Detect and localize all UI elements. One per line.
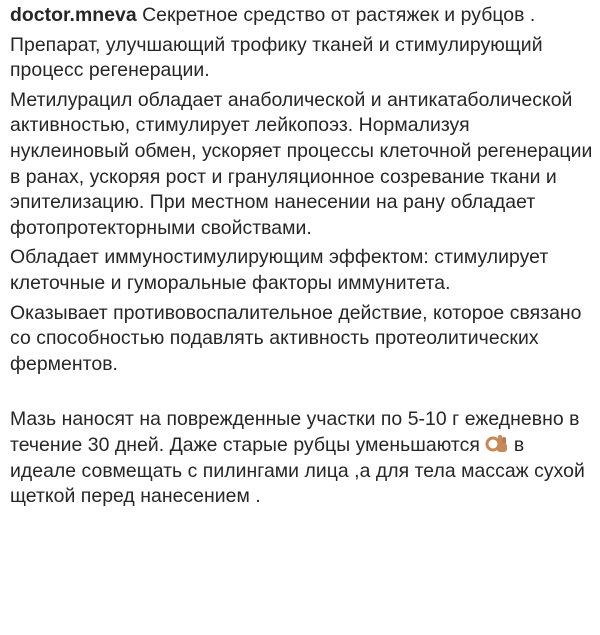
caption-paragraph: Обладает иммуностимулирующим эффектом: стимулирует клеточные и гуморальные факторы иммунитета. <box>10 246 549 294</box>
caption-title: Секретное средство от растяжек и рубцов . <box>142 4 536 26</box>
ok-hand-emoji-icon <box>484 433 510 455</box>
caption-paragraph: Препарат, улучшающий трофику тканей и стимулирующий процесс регенерации. <box>10 33 543 82</box>
usage-text-before: Мазь наносят на поврежденные участки по 5-10 г ежедневно в течение 30 дней. Даже старые рубцы уменьшаются <box>10 408 580 456</box>
caption-paragraph: Оказывает противовоспалительное действие, которое связано со способностью подавлять активность протеолитических ферментов. <box>10 301 582 375</box>
usage-text-after: в идеале совмещать с пилингами лица ,а для тела массаж сухой щеткой перед нанесением . <box>10 433 585 508</box>
caption-usage-paragraph <box>10 407 594 509</box>
caption-paragraph: Метилурацил обладает анаболической и антикатаболической активностью, стимулирует лейкопоэз. Нормализуя нуклеиновый обмен, ускоряет процессы клеточной регенерации в ранах, ускоряя рост и грануляционное созревание ткани и эпителизацию. При местном нанесении на рану обладает фотопротекторными свойствами. <box>10 88 593 239</box>
caption-intro <box>10 3 594 29</box>
post-caption <box>10 3 594 514</box>
username-link[interactable]: doctor.mneva <box>10 4 137 26</box>
